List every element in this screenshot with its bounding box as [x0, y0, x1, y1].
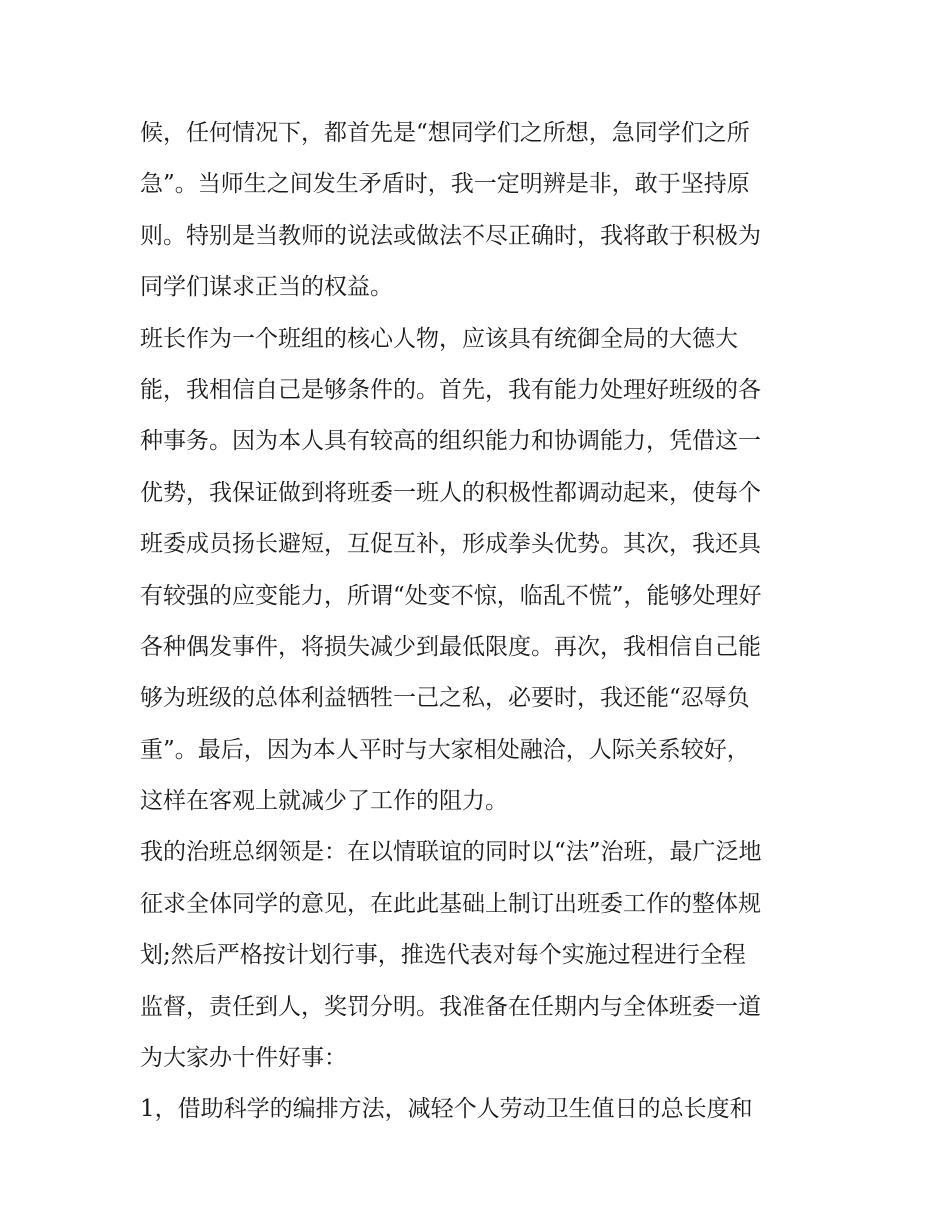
text-line: 重”。最后，因为本人平时与大家相处融洽，人际关系较好，: [140, 736, 750, 763]
text-line: 急”。当师生之间发生矛盾时，我一定明辨是非，敢于坚持原: [140, 171, 750, 198]
text-line: 有较强的应变能力，所谓“处变不惊，临乱不慌”，能够处理好: [140, 582, 762, 609]
text-line: 划;然后严格按计划行事，推选代表对每个实施过程进行全程: [140, 942, 746, 969]
text-line: 同学们谋求正当的权益。: [140, 274, 393, 301]
text-line: 候，任何情况下，都首先是“想同学们之所想，急同学们之所: [140, 120, 750, 146]
text-line: 班长作为一个班组的核心人物，应该具有统御全局的大德大: [140, 325, 738, 352]
text-line: 能，我相信自己是够条件的。首先，我有能力处理好班级的各: [140, 376, 761, 403]
text-line: 1，借助科学的编排方法，减轻个人劳动卫生值日的总长度和: [140, 1096, 753, 1123]
text-line: 监督，责任到人，奖罚分明。我准备在任期内与全体班委一道: [140, 993, 761, 1020]
text-line: 种事务。因为本人具有较高的组织能力和协调能力，凭借这一: [140, 428, 761, 455]
text-line: 我的治班总纲领是：在以情联谊的同时以“法”治班，最广泛地: [140, 839, 762, 866]
text-line: 班委成员扬长避短，互促互补，形成拳头优势。其次，我还具: [140, 531, 761, 558]
document-body: [140, 108, 820, 1136]
text-line: 够为班级的总体利益牺牲一己之私，必要时，我还能“忍辱负: [140, 685, 750, 712]
text-line: 各种偶发事件，将损失减少到最低限度。再次，我相信自己能: [140, 633, 761, 660]
text-line: 为大家办十件好事：: [140, 1045, 347, 1072]
text-line: 征求全体同学的意见，在此此基础上制订出班委工作的整体规: [140, 890, 761, 917]
text-line: 这样在客观上就减少了工作的阻力。: [140, 788, 508, 815]
text-line: 优势，我保证做到将班委一班人的积极性都调动起来，使每个: [140, 479, 761, 506]
text-line: 则。特别是当教师的说法或做法不尽正确时，我将敢于积极为: [140, 222, 761, 249]
